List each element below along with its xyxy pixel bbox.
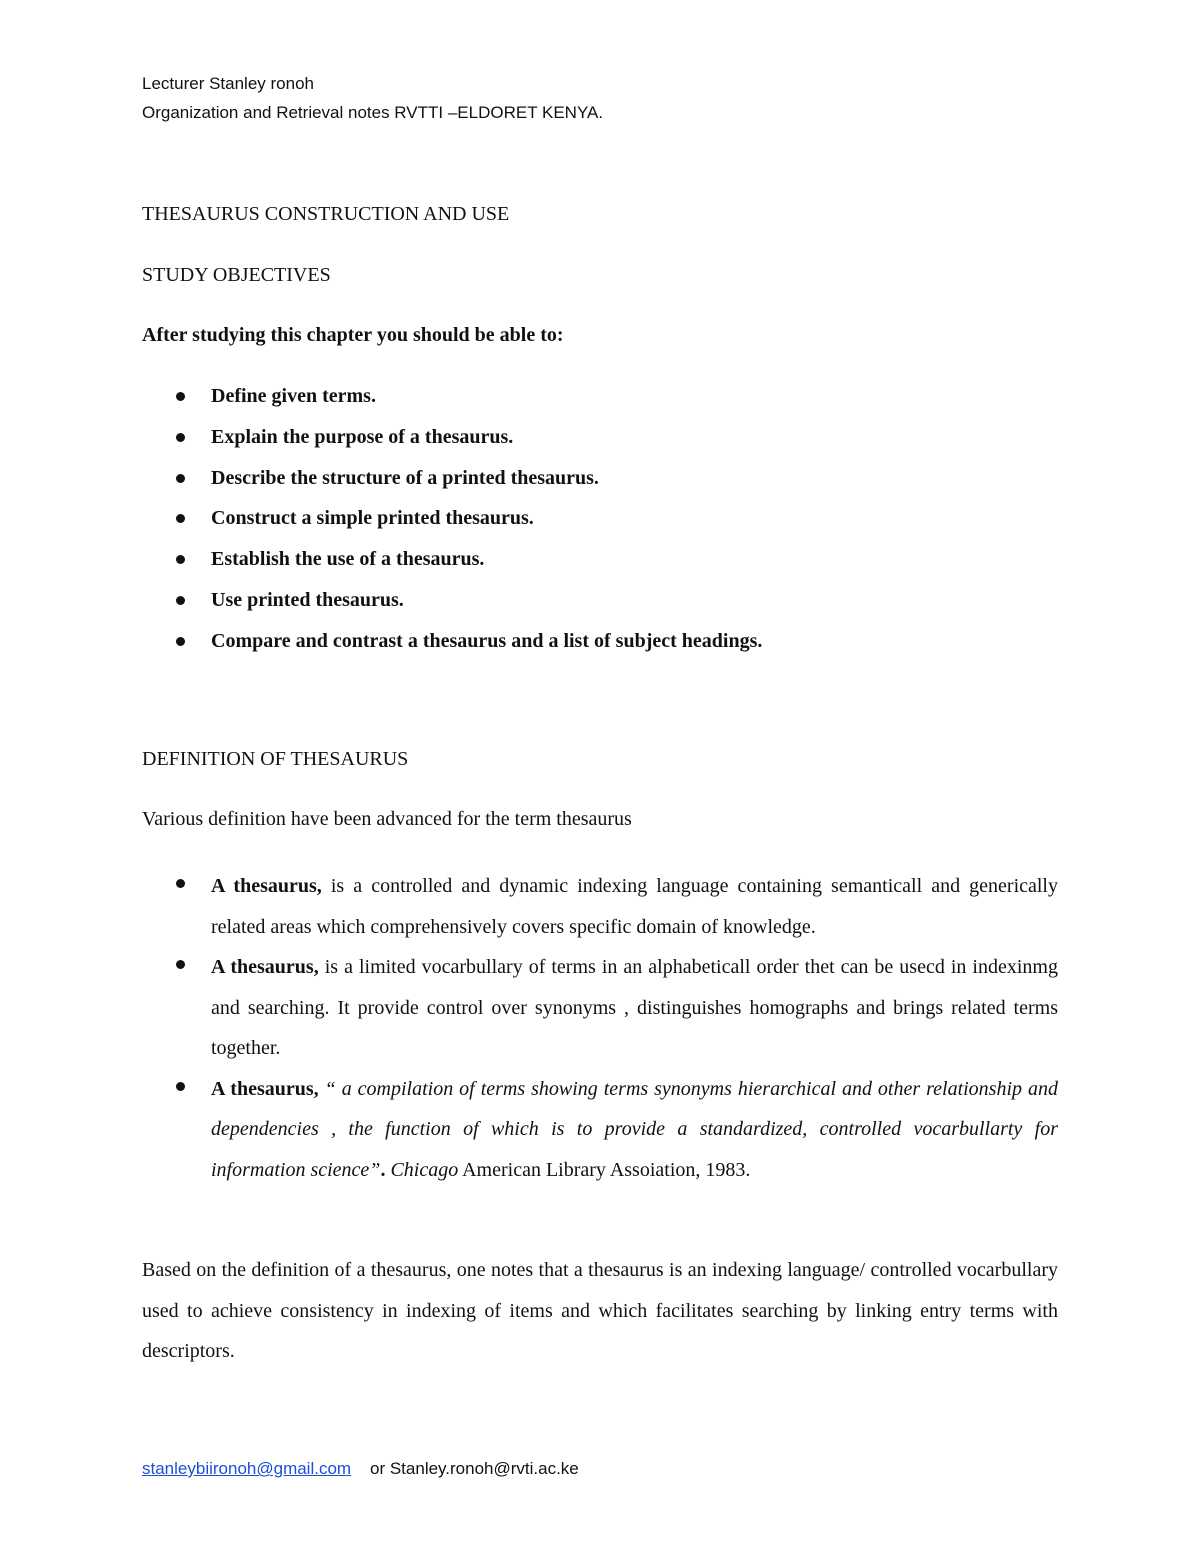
summary-paragraph: Based on the definition of a thesaurus, one notes that a thesaurus is an indexing language/ controlled vocarbullary used to achieve consistency in indexing of items and which facilitates searching by linking entry terms with descriptors.	[142, 1259, 1058, 1362]
definition-heading: DEFINITION OF THESAURUS	[142, 748, 409, 770]
objective-text: Describe the structure of a printed thesaurus.	[211, 466, 599, 489]
definition-term: A thesaurus,	[211, 875, 322, 897]
bullet-icon	[176, 433, 185, 442]
bullet-icon	[176, 596, 185, 605]
bullet-icon	[176, 392, 185, 401]
objectives-heading: STUDY OBJECTIVES	[142, 264, 331, 286]
footer-separator: or	[369, 1459, 386, 1478]
email-secondary: Stanley.ronoh@rvti.ac.ke	[389, 1459, 579, 1478]
bullet-icon	[176, 514, 185, 523]
header-lecturer: Lecturer Stanley ronoh	[142, 74, 314, 93]
objective-text: Compare and contrast a thesaurus and a list of subject headings.	[211, 629, 763, 652]
bullet-icon	[176, 960, 185, 969]
header-course: Organization and Retrieval notes RVTTI –ELDORET KENYA.	[142, 103, 604, 122]
objective-text: Explain the purpose of a thesaurus.	[211, 425, 514, 448]
list-item	[211, 947, 1058, 1069]
objective-text: Use printed thesaurus.	[211, 588, 404, 611]
footer	[142, 1459, 579, 1479]
definition-text: is a limited vocarbullary of terms in an alphabeticall order thet can be usecd in indexinmg and searching. It provide control over synonyms , distinguishes homographs and brings related terms together.	[211, 956, 1058, 1059]
objective-text: Establish the use of a thesaurus.	[211, 548, 485, 571]
citation-text: American Library Assoiation, 1983.	[458, 1158, 751, 1181]
document-title: THESAURUS CONSTRUCTION AND USE	[142, 203, 510, 225]
citation-place: Chicago	[390, 1158, 459, 1181]
definition-term: A thesaurus,	[211, 956, 319, 978]
definition-text: is a controlled and dynamic indexing language containing semanticall and generically related areas which comprehensively covers specific domain of knowledge.	[211, 875, 1058, 938]
bullet-icon	[176, 555, 185, 564]
definition-list	[211, 866, 1058, 1190]
definition-term: A thesaurus,	[211, 1077, 319, 1100]
objective-text: Define given terms.	[211, 385, 376, 407]
objective-text: Construct a simple printed thesaurus.	[211, 507, 534, 530]
list-item	[211, 1069, 1058, 1191]
objectives-lead: After studying this chapter you should be able to:	[142, 324, 564, 346]
definition-intro: Various definition have been advanced for the term thesaurus	[142, 808, 632, 830]
bullet-icon	[176, 879, 185, 888]
list-item	[211, 866, 1058, 947]
bullet-icon	[176, 1082, 185, 1091]
bullet-icon	[176, 474, 185, 483]
bullet-icon	[176, 637, 185, 646]
definition-quote: “ a compilation of terms showing terms synonyms hierarchical and other relationship and dependencies , the function of which is to provide a standardized, controlled vocarbullarty for information science”	[211, 1077, 1058, 1181]
definition-punct: .	[380, 1158, 391, 1181]
email-link-primary[interactable]: stanleybiironoh@gmail.com	[142, 1459, 352, 1478]
